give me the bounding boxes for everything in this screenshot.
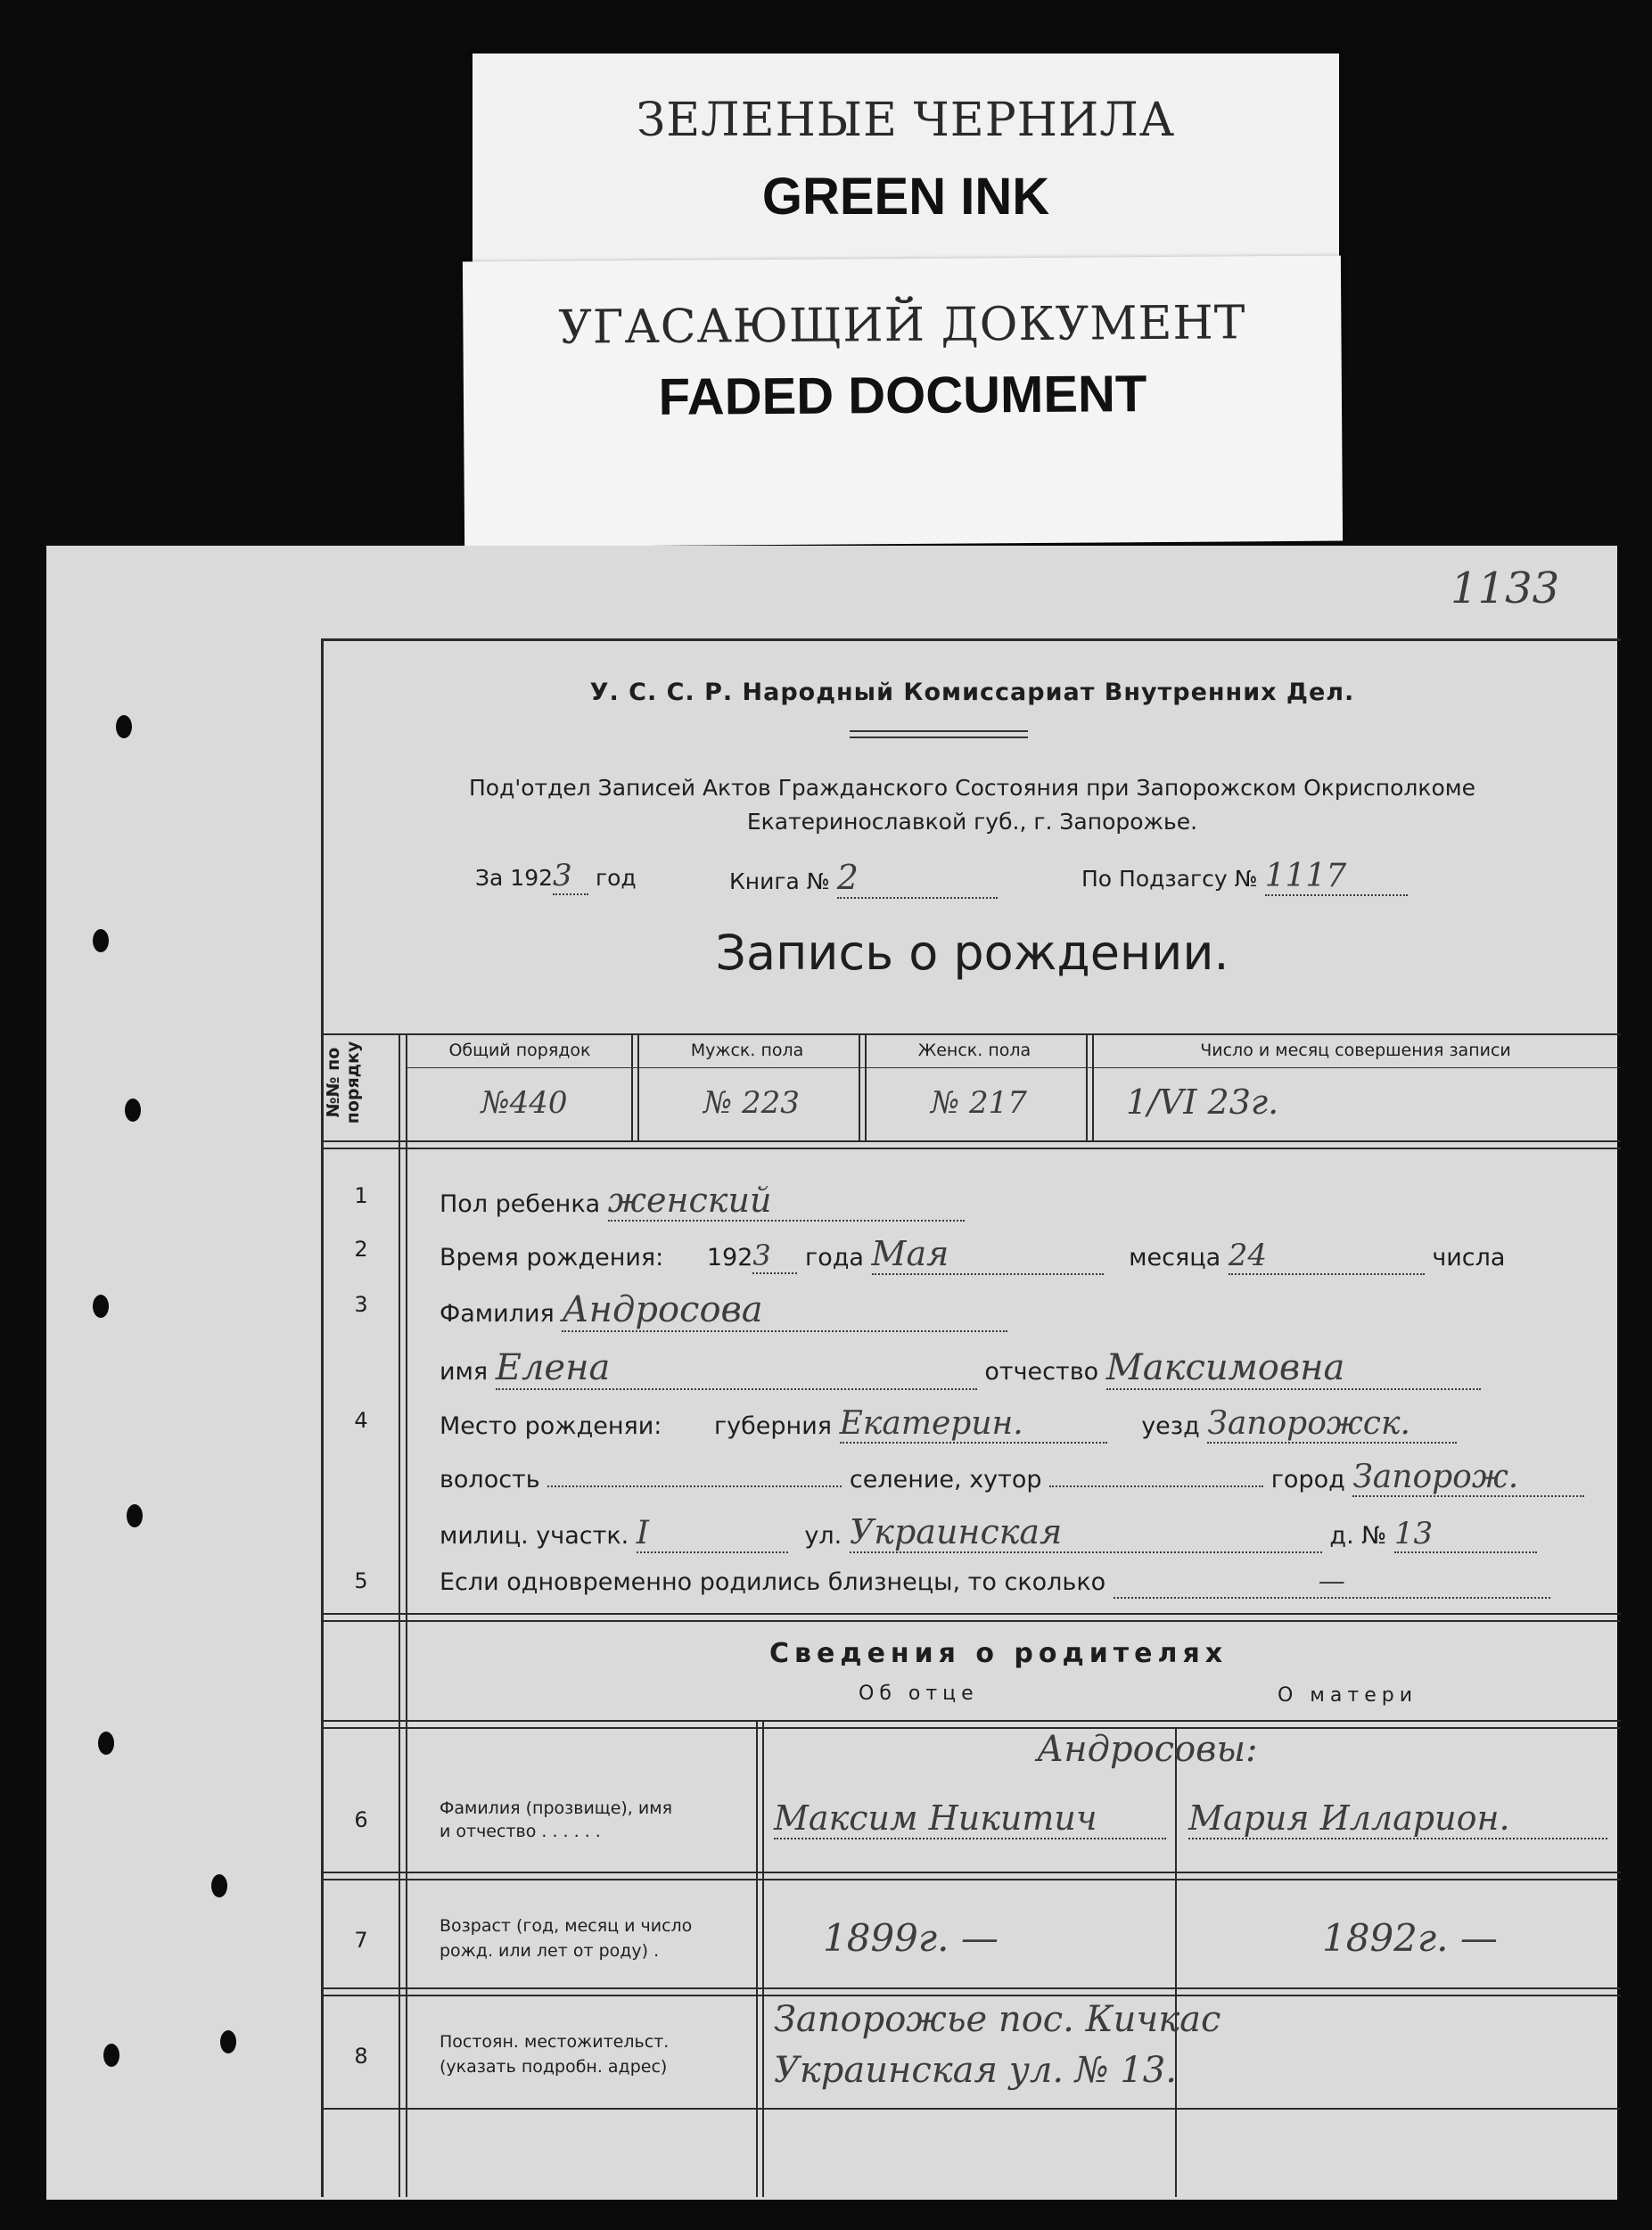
father-age-value: 1899г. —: [823, 1916, 999, 1960]
row-number: 1: [354, 1183, 368, 1208]
birth-year-suffix: года: [805, 1244, 864, 1271]
punch-hole: [127, 1504, 143, 1527]
female-order-value: № 217: [931, 1085, 1027, 1121]
father-heading: Об отце: [859, 1683, 979, 1705]
district-label: уезд: [1141, 1412, 1200, 1440]
surname-value: Андросова: [562, 1289, 1007, 1332]
form-subheader-2: Екатеринославкой губ., г. Запорожье.: [746, 809, 1198, 835]
year-label: За 192: [475, 865, 554, 891]
page-number: 1133: [1451, 564, 1560, 613]
name-label: имя: [440, 1358, 489, 1386]
record-table: [324, 1033, 1621, 2197]
address-line: [440, 1512, 1537, 1553]
book-line: [729, 858, 998, 899]
police-value: I: [637, 1515, 788, 1553]
mother-age-value: 1892г. —: [1322, 1916, 1498, 1960]
residence-line-1: Запорожье пос. Кичкас: [774, 1999, 1221, 2040]
row-number: 2: [354, 1237, 368, 1262]
twins-label: Если одновременно родились близнецы, то сколько: [440, 1568, 1106, 1596]
place-label: Место рожденяи:: [440, 1412, 662, 1440]
address-label-2: (указать подробн. адрес): [440, 2057, 668, 2077]
twins-line: [440, 1566, 1550, 1599]
general-order-value: №440: [481, 1085, 568, 1121]
record-date-value: 1/VI 23г.: [1126, 1082, 1279, 1122]
general-order-header: Общий порядок: [448, 1041, 591, 1060]
faded-label-ru: УГАСАЮЩИЙ ДОКУМЕНТ: [558, 296, 1246, 355]
mother-heading: О матери: [1278, 1684, 1418, 1707]
birth-record-form: [321, 638, 1621, 2197]
surname-line: [440, 1289, 1007, 1332]
header-divider: [850, 730, 1028, 738]
residence-line-2: Украинская ул. № 13.: [774, 2050, 1177, 2091]
punch-hole: [93, 929, 109, 952]
street-label: ул.: [804, 1522, 842, 1550]
row-number: 3: [354, 1292, 368, 1317]
age-label-1: Возраст (год, месяц и число: [440, 1916, 693, 1936]
punch-hole: [116, 715, 132, 738]
district-value: Запорожск.: [1207, 1405, 1457, 1444]
row-number: 5: [354, 1568, 368, 1593]
form-header: У. С. С. Р. Народный Комиссариат Внутренних Дел.: [589, 679, 1355, 706]
mother-name-value: Мария Илларион.: [1188, 1798, 1607, 1839]
surname-label: Фамилия: [440, 1300, 555, 1328]
street-value: Украинская: [850, 1512, 1322, 1553]
birth-month-label: месяца: [1129, 1244, 1221, 1271]
address-label-1: Постоян. местожительст.: [440, 2032, 670, 2052]
male-header: Мужск. пола: [690, 1041, 804, 1060]
parent-name-label-1: Фамилия (прозвище), имя: [440, 1798, 672, 1818]
year-suffix: год: [595, 865, 637, 891]
name-line: [440, 1347, 1481, 1390]
subsection-line: [1081, 858, 1408, 896]
birth-day-value: 24: [1229, 1238, 1425, 1275]
sex-value: женский: [608, 1181, 965, 1222]
row-number: 8: [354, 2044, 368, 2069]
male-order-value: № 223: [703, 1085, 800, 1121]
subsection-value: 1117: [1265, 858, 1408, 896]
book-value: 2: [837, 858, 998, 899]
book-label: Книга №: [729, 868, 830, 894]
city-value: Запорож.: [1352, 1459, 1584, 1497]
row-number: 6: [354, 1807, 368, 1832]
sex-label: Пол ребенка: [440, 1190, 601, 1218]
volost-line: [440, 1459, 1584, 1497]
city-label: город: [1270, 1466, 1345, 1494]
patronymic-value: Максимовна: [1106, 1347, 1481, 1390]
green-ink-label-ru: ЗЕЛЕНЫЕ ЧЕРНИЛА: [636, 94, 1176, 147]
punch-hole: [220, 2030, 236, 2053]
house-label: д. №: [1329, 1522, 1387, 1550]
birth-day-label: числа: [1432, 1244, 1506, 1271]
date-header: Число и месяц совершения записи: [1200, 1041, 1511, 1060]
name-value: Елена: [496, 1347, 977, 1390]
child-sex-line: [440, 1181, 965, 1222]
birth-label: Время рождения:: [440, 1244, 664, 1271]
parents-surname-value: Андросовы:: [1037, 1729, 1258, 1770]
row-number: 7: [354, 1928, 368, 1953]
parent-name-label-2: и отчество . . . . . .: [440, 1822, 601, 1841]
birthplace-line: [440, 1405, 1457, 1444]
row-number: 4: [354, 1408, 368, 1433]
house-value: 13: [1394, 1516, 1537, 1553]
birth-year-prefix: 192: [706, 1244, 753, 1271]
punch-hole: [98, 1732, 114, 1755]
year-line: [475, 858, 637, 895]
faded-label-en: FADED DOCUMENT: [658, 365, 1147, 426]
volost-label: волость: [440, 1466, 540, 1494]
village-label: селение, хутор: [849, 1466, 1042, 1494]
form-title: Запись о рождении.: [715, 925, 1229, 981]
birth-time-line: [440, 1234, 1505, 1275]
subsection-label: По Подзагсу №: [1081, 866, 1258, 892]
punch-hole: [103, 2044, 119, 2067]
province-label: губерния: [713, 1412, 832, 1440]
female-header: Женск. пола: [917, 1041, 1031, 1060]
form-subheader-1: Под'отдел Записей Актов Гражданского Состояния при Запорожском Окрисполкоме: [468, 775, 1476, 801]
parents-heading: Сведения о родителях: [769, 1638, 1229, 1669]
row-number-header: №№ по порядку: [324, 1041, 363, 1124]
father-name-value: Максим Никитич: [774, 1798, 1166, 1839]
twins-value: —: [1114, 1566, 1550, 1599]
birth-month-value: Мая: [872, 1234, 1104, 1275]
birth-year-value: 3: [752, 1238, 797, 1274]
year-value: 3: [553, 858, 588, 895]
police-label: милиц. участк.: [440, 1522, 629, 1550]
birth-record-sheet: [46, 546, 1617, 2200]
patronymic-label: отчество: [984, 1358, 1099, 1386]
green-ink-label-en: GREEN INK: [761, 168, 1050, 226]
punch-hole: [125, 1099, 141, 1122]
age-label-2: рожд. или лет от роду) .: [440, 1941, 660, 1961]
punch-hole: [93, 1295, 109, 1318]
punch-hole: [211, 1874, 227, 1897]
province-value: Екатерин.: [840, 1405, 1107, 1444]
faded-document-label-card: [463, 256, 1343, 547]
